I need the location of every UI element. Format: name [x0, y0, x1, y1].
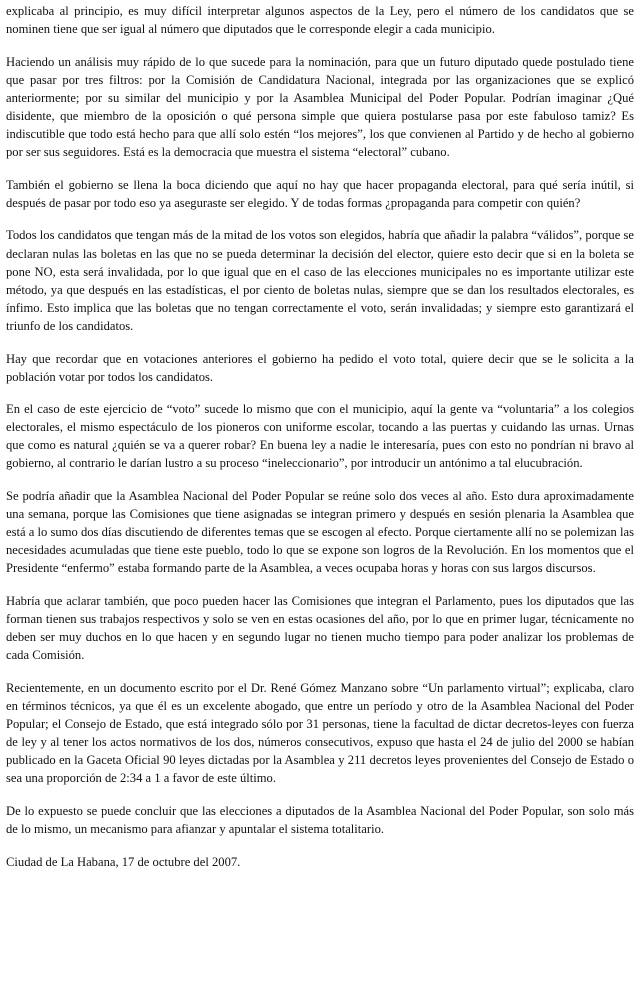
paragraph-7: Se podría añadir que la Asamblea Nacional del Poder Popular se reúne solo dos veces al año. Esto dura aproximadamente una semana, porque las Comisiones que tiene asignadas se integran primero y después en sesión plenaria la Asamblea que está a lo sumo dos días discutiendo de diferentes temas que se escogen al efecto. Porque ciertamente allí no se polemizan las necesidades acumuladas que tiene este pueblo, todo lo que se expone son logros de la Revolución. En los momentos que el Presidente “enfermo” estaba formando parte de la Asamblea, a veces ocupaba horas y horas con sus largos discursos. — [6, 489, 634, 576]
paragraph-3: También el gobierno se llena la boca diciendo que aquí no hay que hacer propaganda electoral, para qué sería inútil, si después de pasar por todo eso ya aseguraste ser elegido. Y de todas formas ¿propaganda para competir con quién? — [6, 177, 634, 210]
paragraph-6: En el caso de este ejercicio de “voto” sucede lo mismo que con el municipio, aquí la gente va “voluntaria” a los colegios electorales, el mismo espectáculo de los pioneros con uniforme escolar, tocando a las puertas y cuidando las urnas. Urnas que como es natural ¿quién se va a querer robar? En buena ley a nadie le interesaría, pues con esto no pondrían ni bravo al gobierno, al contrario le darían lustro a su proceso “ineleccionario”, por introducir un antónimo a tal elucubración. — [6, 402, 634, 471]
paragraph-5: Hay que recordar que en votaciones anteriores el gobierno ha pedido el voto total, quiere decir que se le solicita a la población votar por todos los candidatos. — [6, 351, 634, 384]
closing-place-date: Ciudad de La Habana, 17 de octubre del 2007. — [6, 854, 241, 869]
paragraph-8: Habría que aclarar también, que poco pueden hacer las Comisiones que integran el Parlamento, pues los diputados que las forman tienen sus trabajos respectivos y solo se ven en estas ocasiones del año, por lo que en primer lugar, técnicamente no deben ser muy duchos en lo que hacen y en segundo lugar no tienen mucho tiempo para poder analizar los problemas de cada Comisión. — [6, 594, 634, 663]
paragraph-2: Haciendo un análisis muy rápido de lo que sucede para la nominación, para que un futuro diputado quede postulado tiene que pasar por tres filtros: por la Comisión de Candidatura Nacional, integrada por las organizaciones que se explicó anteriormente; por su similar del municipio y por la Asamblea Municipal del Poder Popular. Podrían imaginar ¿Qué disidente, que miembro de la oposición o qué persona simple que quiera postularse pasa por este fabuloso tamiz? Es indiscutible que todo está hecho para que allí solo estén “los mejores”, los que convienen al Partido y de hecho al gobierno por ser sus seguidores. Está es la democracia que muestra el sistema “electoral” cubano. — [6, 54, 634, 160]
paragraph-9: Recientemente, en un documento escrito por el Dr. René Gómez Manzano sobre “Un parlamento virtual”; explicaba, claro en términos técnicos, ya que él es un excelente abogado, que entre un período y otro de la Asamblea Nacional del Poder Popular; el Consejo de Estado, que está integrado sólo por 31 personas, tiene la facultad de dictar decretos-leyes con fuerza de ley y al tener los actos normativos de los dos, números consecutivos, expuso que hasta el 24 de julio del 2000 se habían publicado en la Gaceta Oficial 90 leyes dictadas por la Asamblea y 211 decretos leyes provenientes del Consejo de Estado o sea una proporción de 2:34 a 1 a favor de este último. — [6, 680, 634, 786]
paragraph-1: explicaba al principio, es muy difícil interpretar algunos aspectos de la Ley, pero el número de los candidatos que se nominen tiene que ser igual al número que diputados que le corresponde elegir a cada municipio. — [6, 4, 634, 37]
paragraph-10: De lo expuesto se puede concluir que las elecciones a diputados de la Asamblea Nacional del Poder Popular, son solo más de lo mismo, un mecanismo para afianzar y apuntalar el sistema totalitario. — [6, 803, 634, 837]
paragraph-4: Todos los candidatos que tengan más de la mitad de los votos son elegidos, habría que añadir la palabra “válidos”, porque se declaran nulas las boletas en las que no se pueda determinar la decisión del elector, quiere esto decir que si en la boleta se pone NO, esta será invalidada, por lo que igual que en el caso de las elecciones municipales no es importante utilizar este método, ya que después en las estadísticas, el por ciento de boletas nulas, siempre que se dan los resultados electorales, es ínfimo. Esto implica que las boletas que no tengan correctamente el voto, serán invalidadas; y siempre esto garantizará el triunfo de los candidatos. — [6, 228, 634, 333]
